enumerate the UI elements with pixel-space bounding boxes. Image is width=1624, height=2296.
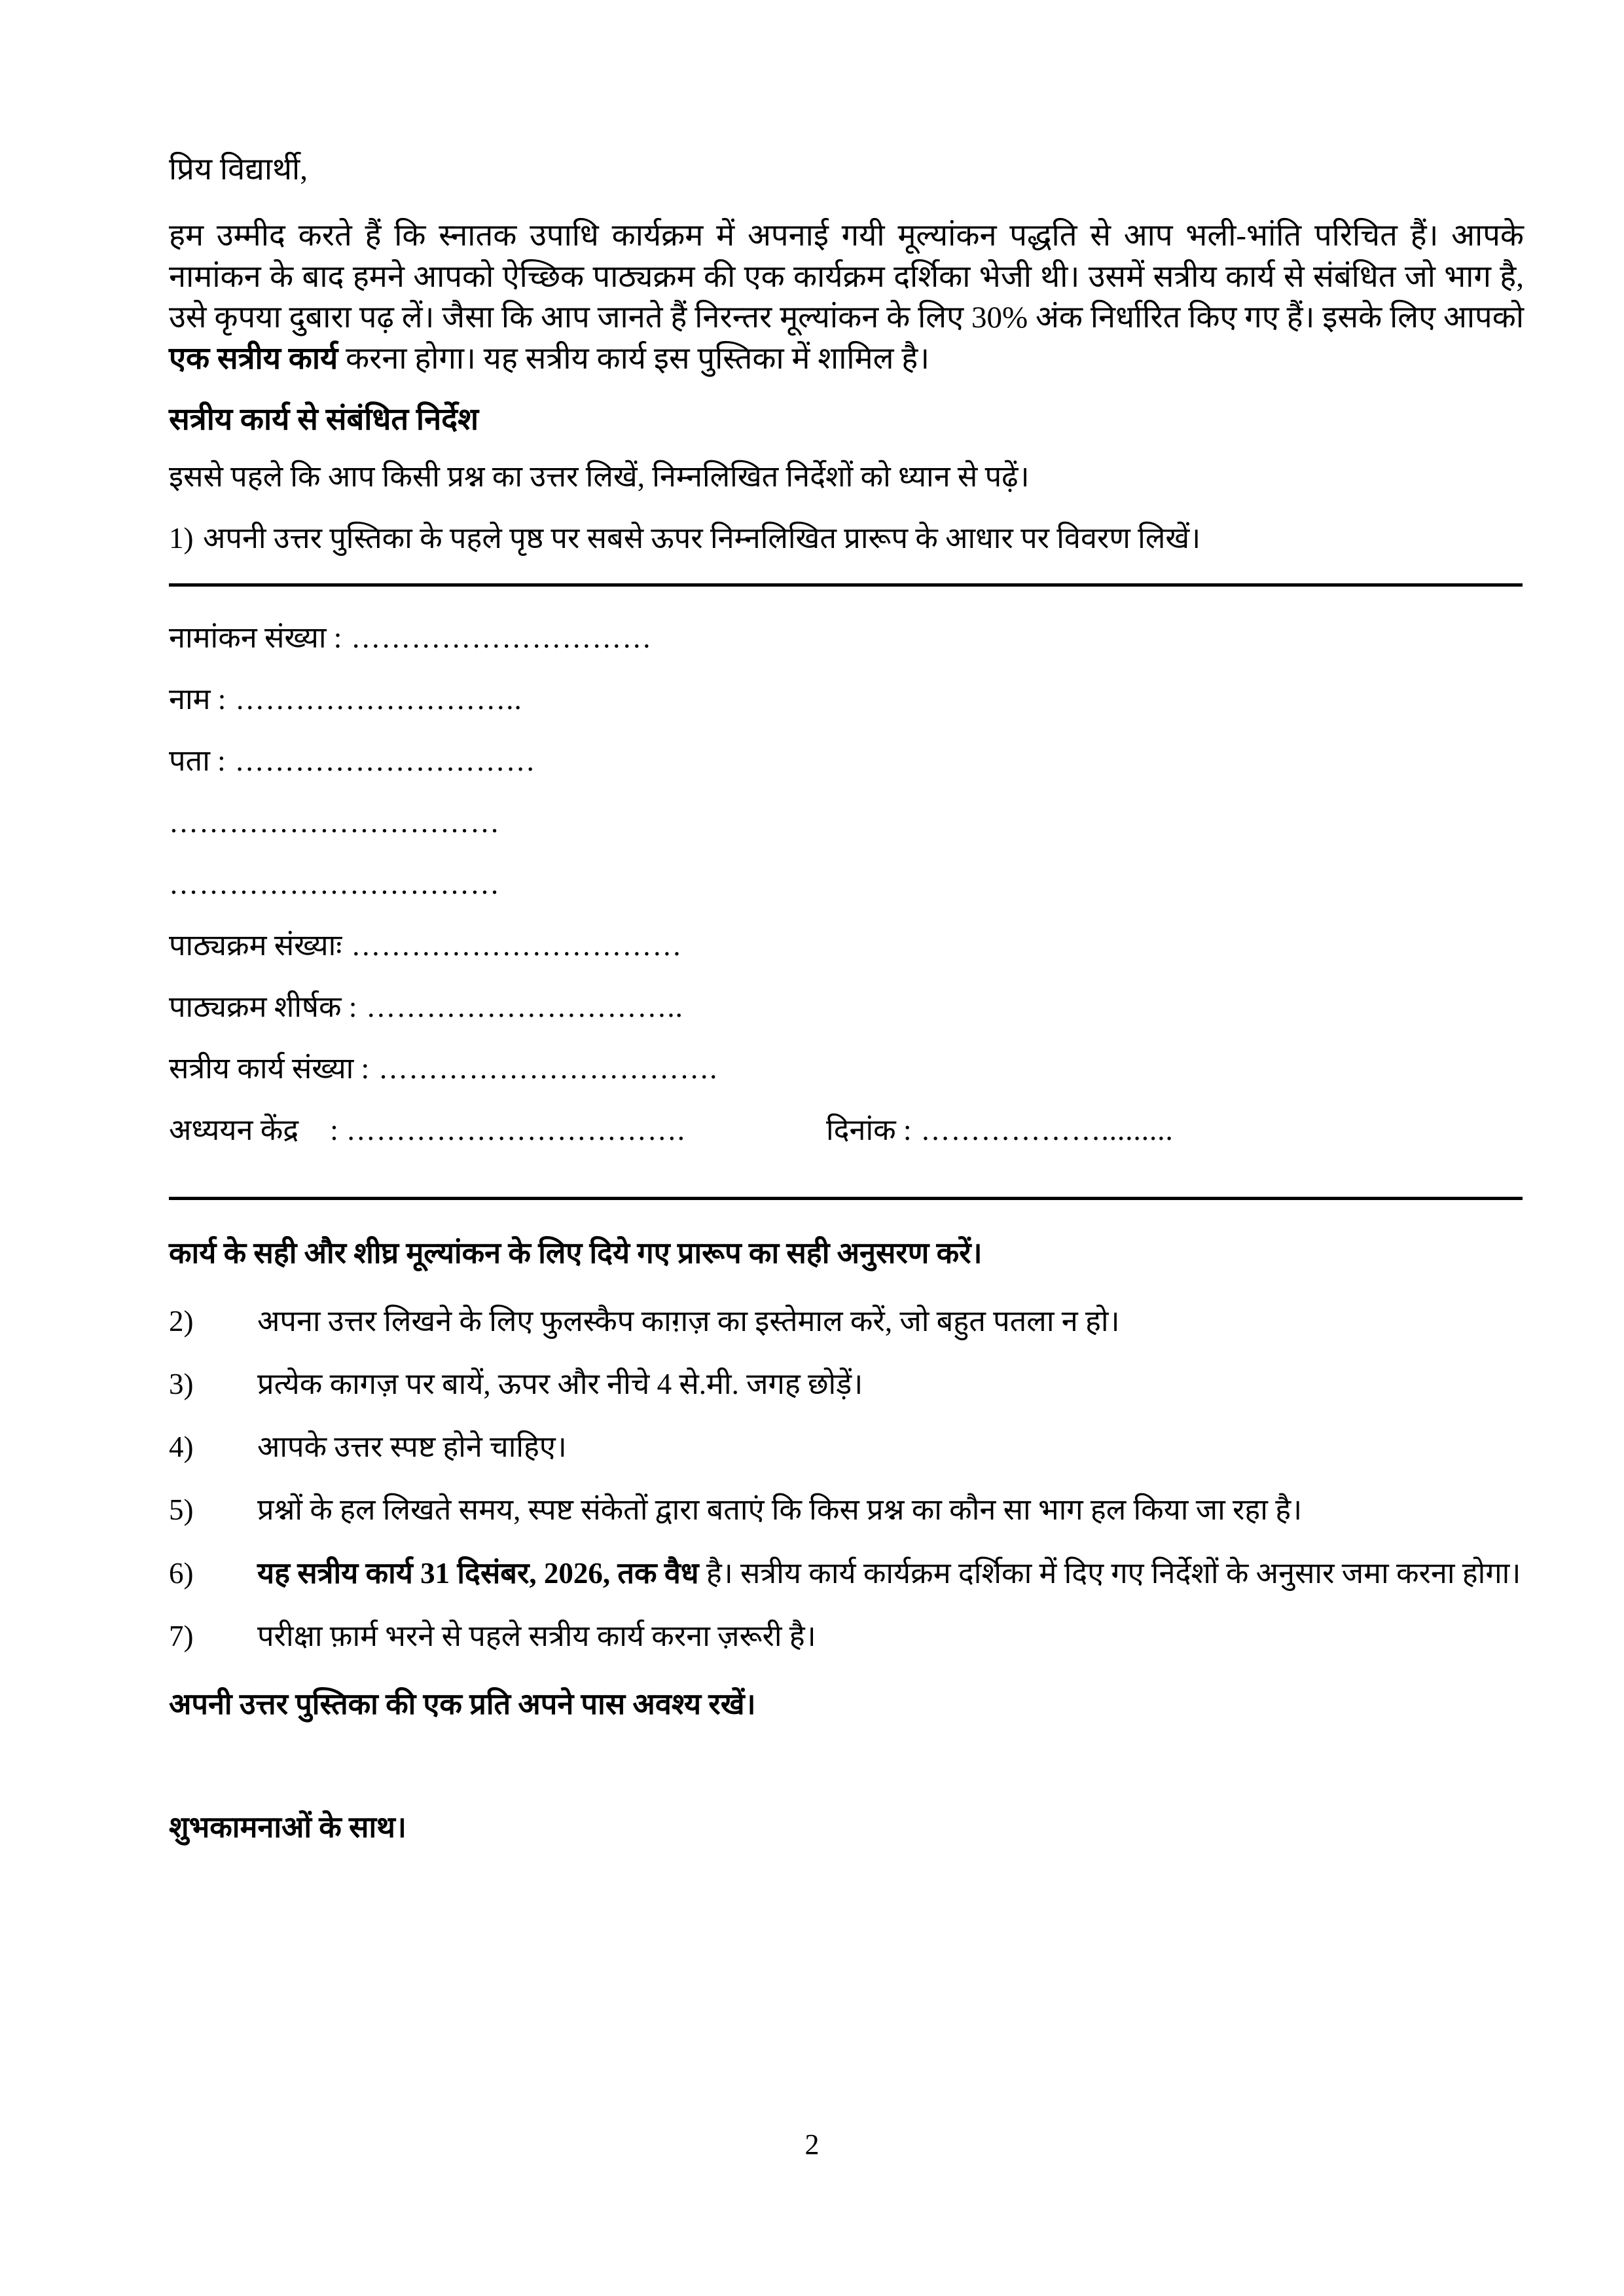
address-dots[interactable]: ………………………… [234, 744, 536, 777]
instruction-2-text: अपना उत्तर लिखने के लिए फुलस्कैप काग़ज़ का इस्तेमाल करें, जो बहुत पतला न हो। [257, 1305, 1120, 1338]
form-row-address [169, 746, 1524, 776]
assignment-number-label: सत्रीय कार्य संख्या : [169, 1051, 370, 1085]
instruction-7-text: परीक्षा फ़ार्म भरने से पहले सत्रीय कार्य करना ज़रूरी है। [257, 1619, 816, 1652]
instruction-item-2 [169, 1301, 1524, 1341]
instruction-3-number: 3) [169, 1368, 194, 1401]
address-line-3-dots[interactable]: …………………………… [169, 867, 500, 900]
address-line-2-dots[interactable]: …………………………… [169, 805, 500, 839]
course-code-dots[interactable]: …………………………… [351, 928, 683, 962]
instruction-5-number: 5) [169, 1493, 194, 1527]
date-label: दिनांक : [825, 1113, 912, 1146]
instruction-6-remainder: है। सत्रीय कार्य कार्यक्रम दर्शिका में दिए गए निर्देशों के अनुसार जमा करना होगा। [698, 1556, 1521, 1590]
date-field-group [825, 1113, 1174, 1146]
intro-paragraph-part2: करना होगा। यह सत्रीय कार्य इस पुस्तिका में शामिल है। [338, 341, 930, 376]
study-centre-dots[interactable]: ……………………………. [346, 1113, 685, 1146]
instruction-2-number: 2) [169, 1305, 194, 1338]
name-dots[interactable]: ……………………….. [235, 682, 522, 716]
enrolment-number-dots[interactable]: ………………………… [351, 621, 653, 654]
form-row-study-centre-and-date [169, 1113, 1524, 1146]
intro-paragraph-part1: हम उम्मीद करते हैं कि स्नातक उपाधि कार्यक्रम में अपनाई गयी मूल्यांकन पद्धति से आप भली-भांति परिचित हैं। आपके नामांकन के बाद हमने आपको ऐच्छिक पाठ्यक्रम की एक कार्यक्रम दर्शिका भेजी थी। उसमें सत्रीय कार्य से संबंधित जो भाग है, उसे कृपया दुबारा पढ़ लें। जैसा कि आप जानते हैं निरन्तर मूल्यांकन के लिए 30% अंक निर्धारित किए गए हैं। इसके लिए आपको [169, 219, 1524, 335]
form-row-address-line-2 [169, 805, 1524, 839]
page-number: 2 [804, 2128, 820, 2160]
instruction-4-number: 4) [169, 1430, 194, 1464]
form-row-course-code [169, 928, 1524, 962]
course-title-dots[interactable]: ………………………….. [366, 990, 683, 1023]
instruction-1-number: 1) [169, 521, 194, 555]
date-dots[interactable]: ………………......... [920, 1113, 1174, 1146]
instruction-1-text: अपनी उत्तर पुस्तिका के पहले पृष्ठ पर सबसे ऊपर निम्नलिखित प्रारूप के आधार पर विवरण लिखें। [203, 521, 1201, 555]
study-centre-label: अध्ययन केंद्र [169, 1113, 299, 1146]
instruction-item-1 [169, 519, 1524, 558]
instruction-3-text: प्रत्येक कागज़ पर बायें, ऊपर और नीचे 4 से.मी. जगह छोड़ें। [257, 1368, 863, 1401]
intro-paragraph [169, 215, 1524, 379]
salutation-line: प्रिय विद्यार्थी, [169, 153, 308, 187]
course-title-label: पाठ्यक्रम शीर्षक : [169, 990, 357, 1023]
study-centre-colon: : [330, 1113, 338, 1146]
assignment-number-dots[interactable]: ……………………………. [378, 1051, 718, 1085]
instructions-lead-line: इससे पहले कि आप किसी प्रश्न का उत्तर लिखें, निम्नलिखित निर्देशों को ध्यान से पढ़ें। [169, 460, 1030, 494]
regards-line: शुभकामनाओं के साथ। [169, 1811, 406, 1844]
instruction-item-7 [169, 1616, 1524, 1656]
form-row-assignment-number [169, 1051, 1524, 1085]
format-compliance-callout: कार्य के सही और शीघ्र मूल्यांकन के लिए दिये गए प्रारूप का सही अनुसरण करें। [169, 1236, 983, 1269]
instruction-7-number: 7) [169, 1619, 194, 1652]
student-details-form [169, 587, 1524, 1197]
form-row-name [169, 682, 1524, 716]
section-heading-assignment-instructions: सत्रीय कार्य से संबंधित निर्देश [169, 403, 479, 437]
form-row-address-line-3 [169, 869, 1524, 899]
instruction-item-3 [169, 1364, 1524, 1404]
course-code-label: पाठ्यक्रम संख्याः [169, 928, 342, 962]
name-label: नाम : [169, 682, 226, 716]
instruction-6-text [257, 1553, 1524, 1594]
keep-copy-note: अपनी उत्तर पुस्तिका की एक प्रति अपने पास अवश्य रखें। [169, 1687, 756, 1721]
instruction-item-5 [169, 1489, 1524, 1530]
form-bottom-divider [169, 1197, 1523, 1200]
instruction-4-text: आपके उत्तर स्पष्ट होने चाहिए। [257, 1430, 567, 1464]
enrolment-number-label: नामांकन संख्या : [169, 621, 342, 654]
page-content [169, 155, 1524, 1847]
instruction-item-4 [169, 1427, 1524, 1467]
intro-paragraph-bold-phrase: एक सत्रीय कार्य [169, 341, 338, 376]
instruction-6-number: 6) [169, 1556, 194, 1590]
instruction-item-6 [169, 1553, 1524, 1594]
address-label: पता : [169, 744, 226, 777]
form-row-enrolment-number [169, 623, 1524, 653]
instruction-6-validity-bold: यह सत्रीय कार्य 31 दिसंबर, 2026, तक वैध [257, 1556, 699, 1590]
form-row-course-title [169, 990, 1524, 1023]
instruction-5-text: प्रश्नों के हल लिखते समय, स्पष्ट संकेतों द्वारा बताएं कि किस प्रश्न का कौन सा भाग हल किया जा रहा है। [257, 1493, 1303, 1527]
